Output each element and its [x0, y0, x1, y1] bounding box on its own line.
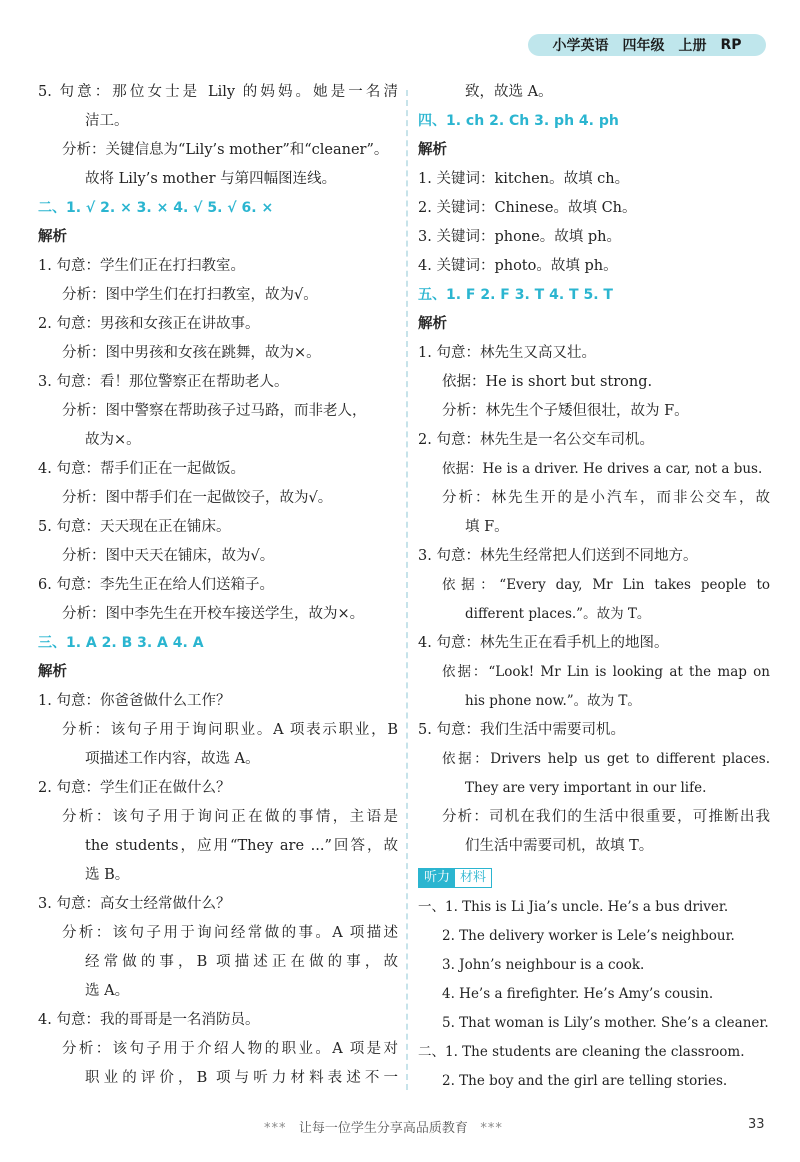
- left-column: [38, 78, 398, 1093]
- right-line-2: 四、1. ch 2. Ch 3. ph 4. ph: [418, 113, 619, 129]
- footer-slogan: 让每一位学生分享高品质教育: [298, 1121, 468, 1136]
- left-line-35: 职业的评价，B 项与听力材料表述不一: [85, 1070, 398, 1086]
- listening-line-3: 3. John’s neighbour is a cook.: [442, 957, 645, 973]
- left-line-25: 2. 句意：学生们正在做什么？: [38, 780, 231, 796]
- right-line-20: 4. 句意：林先生正在看手机上的地图。: [418, 635, 669, 651]
- term-label: 上册: [678, 38, 707, 54]
- right-line-5: 2. 关键词：Chinese。故填 Ch。: [418, 200, 637, 216]
- listening-lines: [418, 893, 770, 1096]
- footer: [0, 1117, 800, 1137]
- page-number: 33: [748, 1117, 765, 1132]
- left-line-11: 3. 句意：看！那位警察正在帮助老人。: [38, 374, 289, 390]
- right-column: [418, 78, 770, 1096]
- listening-badge-a: 听力: [419, 869, 455, 887]
- left-line-1: 5. 句意：那位女士是 Lily 的妈妈。她是一名清: [38, 84, 398, 100]
- listening-line-2: 2. The delivery worker is Lele’s neighbour.: [442, 928, 735, 944]
- left-line-14: 4. 句意：帮手们正在一起做饭。: [38, 461, 245, 477]
- right-line-12: 分析：林先生个子矮但很壮，故为 F。: [442, 403, 689, 419]
- listening-badge-b: 材料: [455, 869, 491, 887]
- left-line-26: 分析：该句子用于询问正在做的事情，主语是: [62, 809, 398, 825]
- right-line-27: 们生活中需要司机，故填 T。: [465, 838, 654, 854]
- listening-line-5: 5. That woman is Lily’s mother. She’s a cleaner.: [442, 1015, 769, 1031]
- right-line-24: 依据：Drivers help us get to different places.: [442, 751, 770, 767]
- left-line-30: 分析：该句子用于询问经常做的事。A 项描述: [62, 925, 398, 941]
- right-line-6: 3. 关键词：phone。故填 ph。: [418, 229, 621, 245]
- subject-label: 小学英语: [552, 38, 609, 54]
- listening-line-1: 一、1. This is Li Jia’s uncle. He’s a bus driver.: [418, 899, 729, 915]
- left-line-19: 分析：图中李先生在开校车接送学生，故为×。: [62, 606, 365, 622]
- left-line-5: 二、1. √ 2. × 3. × 4. √ 5. √ 6. ×: [38, 200, 274, 216]
- right-line-3: 解析: [418, 142, 447, 158]
- left-line-9: 2. 句意：男孩和女孩正在讲故事。: [38, 316, 260, 332]
- left-line-15: 分析：图中帮手们在一起做饺子，故为√。: [62, 490, 333, 506]
- right-line-16: 填 F。: [465, 519, 509, 535]
- listening-badge: [418, 868, 492, 888]
- answer-lines-right: [418, 78, 770, 861]
- left-line-29: 3. 句意：高女士经常做什么？: [38, 896, 231, 912]
- left-line-2: 洁工。: [85, 113, 129, 129]
- left-line-24: 项描述工作内容，故选 A。: [85, 751, 260, 767]
- grade-label: 四年级: [622, 38, 665, 54]
- right-line-15: 分析：林先生开的是小汽车，而非公交车，故: [442, 490, 770, 506]
- left-line-23: 分析：该句子用于询问职业。A 项表示职业，B: [62, 722, 398, 738]
- listening-line-4: 4. He’s a firefighter. He’s Amy’s cousin.: [442, 986, 714, 1002]
- footer-stars-right: ***: [480, 1121, 503, 1136]
- right-line-26: 分析：司机在我们的生活中很重要，可推断出我: [442, 809, 770, 825]
- left-line-34: 分析：该句子用于介绍人物的职业。A 项是对: [62, 1041, 398, 1057]
- listening-line-7: 2. The boy and the girl are telling stories.: [442, 1073, 728, 1089]
- left-line-3: 分析：关键信息为“Lily’s mother”和“cleaner”。: [62, 142, 389, 158]
- right-line-18: 依据：“Every day, Mr Lin takes people to: [442, 577, 770, 593]
- right-line-19: different places.”。故为 T。: [465, 606, 651, 622]
- right-line-4: 1. 关键词：kitchen。故填 ch。: [418, 171, 630, 187]
- right-line-21: 依据：“Look! Mr Lin is looking at the map on: [442, 664, 770, 680]
- left-line-31: 经常做的事，B 项描述正在做的事，故: [85, 954, 398, 970]
- listening-line-6: 二、1. The students are cleaning the classroom.: [418, 1044, 745, 1060]
- left-line-28: 选 B。: [85, 867, 130, 883]
- footer-slogan-line: [264, 1117, 503, 1136]
- right-line-14: 依据：He is a driver. He drives a car, not a bus.: [442, 461, 763, 477]
- left-line-17: 分析：图中天天在铺床，故为√。: [62, 548, 275, 564]
- left-line-10: 分析：图中男孩和女孩在跳舞，故为×。: [62, 345, 321, 361]
- listening-header: [418, 864, 770, 893]
- header-badge: [528, 34, 766, 56]
- left-line-20: 三、1. A 2. B 3. A 4. A: [38, 635, 204, 651]
- column-divider: [406, 90, 408, 1090]
- left-line-7: 1. 句意：学生们正在打扫教室。: [38, 258, 245, 274]
- left-line-6: 解析: [38, 229, 67, 245]
- left-line-32: 选 A。: [85, 983, 130, 999]
- right-line-11: 依据：He is short but strong.: [442, 374, 653, 390]
- right-line-8: 五、1. F 2. F 3. T 4. T 5. T: [418, 287, 613, 303]
- left-line-13: 故为×。: [85, 432, 141, 448]
- footer-stars-left: ***: [264, 1121, 287, 1136]
- left-line-16: 5. 句意：天天现在正在铺床。: [38, 519, 231, 535]
- left-line-22: 1. 句意：你爸爸做什么工作？: [38, 693, 231, 709]
- right-line-23: 5. 句意：我们生活中需要司机。: [418, 722, 625, 738]
- edition-label: RP: [720, 37, 742, 53]
- right-line-9: 解析: [418, 316, 447, 332]
- left-line-12: 分析：图中警察在帮助孩子过马路，而非老人，: [62, 403, 367, 419]
- right-line-7: 4. 关键词：photo。故填 ph。: [418, 258, 618, 274]
- left-line-4: 故将 Lily’s mother 与第四幅图连线。: [85, 171, 337, 187]
- right-line-17: 3. 句意：林先生经常把人们送到不同地方。: [418, 548, 698, 564]
- left-line-27: the students，应用“They are ...”回答，故: [85, 838, 398, 854]
- right-line-13: 2. 句意：林先生是一名公交车司机。: [418, 432, 654, 448]
- left-line-18: 6. 句意：李先生正在给人们送箱子。: [38, 577, 274, 593]
- right-line-10: 1. 句意：林先生又高又壮。: [418, 345, 596, 361]
- right-line-25: They are very important in our life.: [465, 780, 707, 796]
- right-line-1: 致，故选 A。: [465, 84, 553, 100]
- right-line-22: his phone now.”。故为 T。: [465, 693, 641, 709]
- left-line-21: 解析: [38, 664, 67, 680]
- left-line-8: 分析：图中学生们在打扫教室，故为√。: [62, 287, 318, 303]
- left-line-33: 4. 句意：我的哥哥是一名消防员。: [38, 1012, 260, 1028]
